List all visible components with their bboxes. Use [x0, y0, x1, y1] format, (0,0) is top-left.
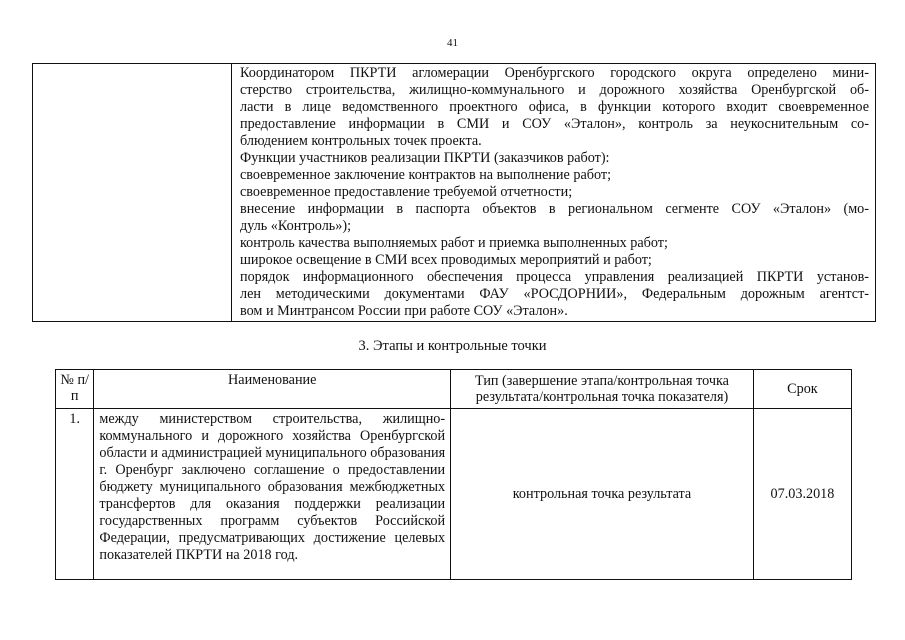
text-line: блюдением контрольных точек проекта. — [240, 133, 482, 149]
text-line: вом и Минтрансом России при работе СОУ «Эталон». — [240, 303, 568, 319]
text-line: контроль качества выполняемых работ и приемка выполненных работ; — [240, 235, 668, 251]
continuation-table — [32, 63, 876, 322]
table-row — [56, 409, 852, 580]
text-line: порядок информационного обеспечения процесса управления реализацией ПКРТИ установ- — [240, 269, 869, 285]
stages-table — [55, 369, 852, 580]
page-number: 41 — [447, 37, 458, 49]
text-line: своевременное заключение контрактов на выполнение работ; — [240, 167, 612, 183]
row-type: контрольная точка результата — [451, 409, 754, 580]
text-line: стерство строительства, жилищно-коммунального и дорожного хозяйства Оренбургской об- — [240, 82, 869, 98]
text-line: предоставление информации в СМИ и СОУ «Эталон», контроль за неукоснительным со- — [240, 116, 869, 132]
text-line: внесение информации в паспорта объектов в региональном сегменте СОУ «Эталон» (мо- — [240, 201, 869, 217]
text-line: широкое освещение в СМИ всех проводимых мероприятий и работ; — [240, 252, 652, 268]
text-line: ласти в лице ведомственного проектного офиса, в функции которого входит своевременное — [240, 99, 869, 115]
coordination-text-cell — [232, 64, 876, 322]
text-line: своевременное предоставление требуемой отчетности; — [240, 184, 573, 200]
table-header-row — [56, 370, 852, 409]
header-deadline: Срок — [753, 370, 851, 409]
text-line: Координатором ПКРТИ агломерации Оренбургского городского округа определено мини- — [240, 65, 869, 81]
header-type: Тип (завершение этапа/контрольная точка результата/контрольная точка показателя) — [451, 370, 754, 409]
table-row — [33, 64, 876, 322]
row-number: 1. — [56, 409, 94, 580]
row-description: между министерством строительства, жилищно-коммунального и дорожного хозяйства Оренбургской области и администрацией муниципального образования г. Оренбург заключено соглашение о предоставлении бюджету муниципального образования межбюджетных трансфертов для оказания поддержки реализации государственных программ субъектов Российской Федерации, предусматривающих достижение целевых показателей ПКРТИ на 2018 год. — [99, 411, 446, 563]
header-number: № п/п — [56, 370, 94, 409]
text-line: дуль «Контроль»); — [240, 218, 352, 234]
section-title: 3. Этапы и контрольные точки — [358, 338, 547, 354]
row-deadline: 07.03.2018 — [753, 409, 851, 580]
text-line: лен методическими документами ФАУ «РОСДОРНИИ», Федеральным дорожным агентст- — [240, 286, 869, 302]
header-name: Наименование — [94, 370, 451, 409]
empty-cell — [33, 64, 232, 322]
text-line: Функции участников реализации ПКРТИ (заказчиков работ): — [240, 150, 610, 166]
row-name — [94, 409, 451, 580]
